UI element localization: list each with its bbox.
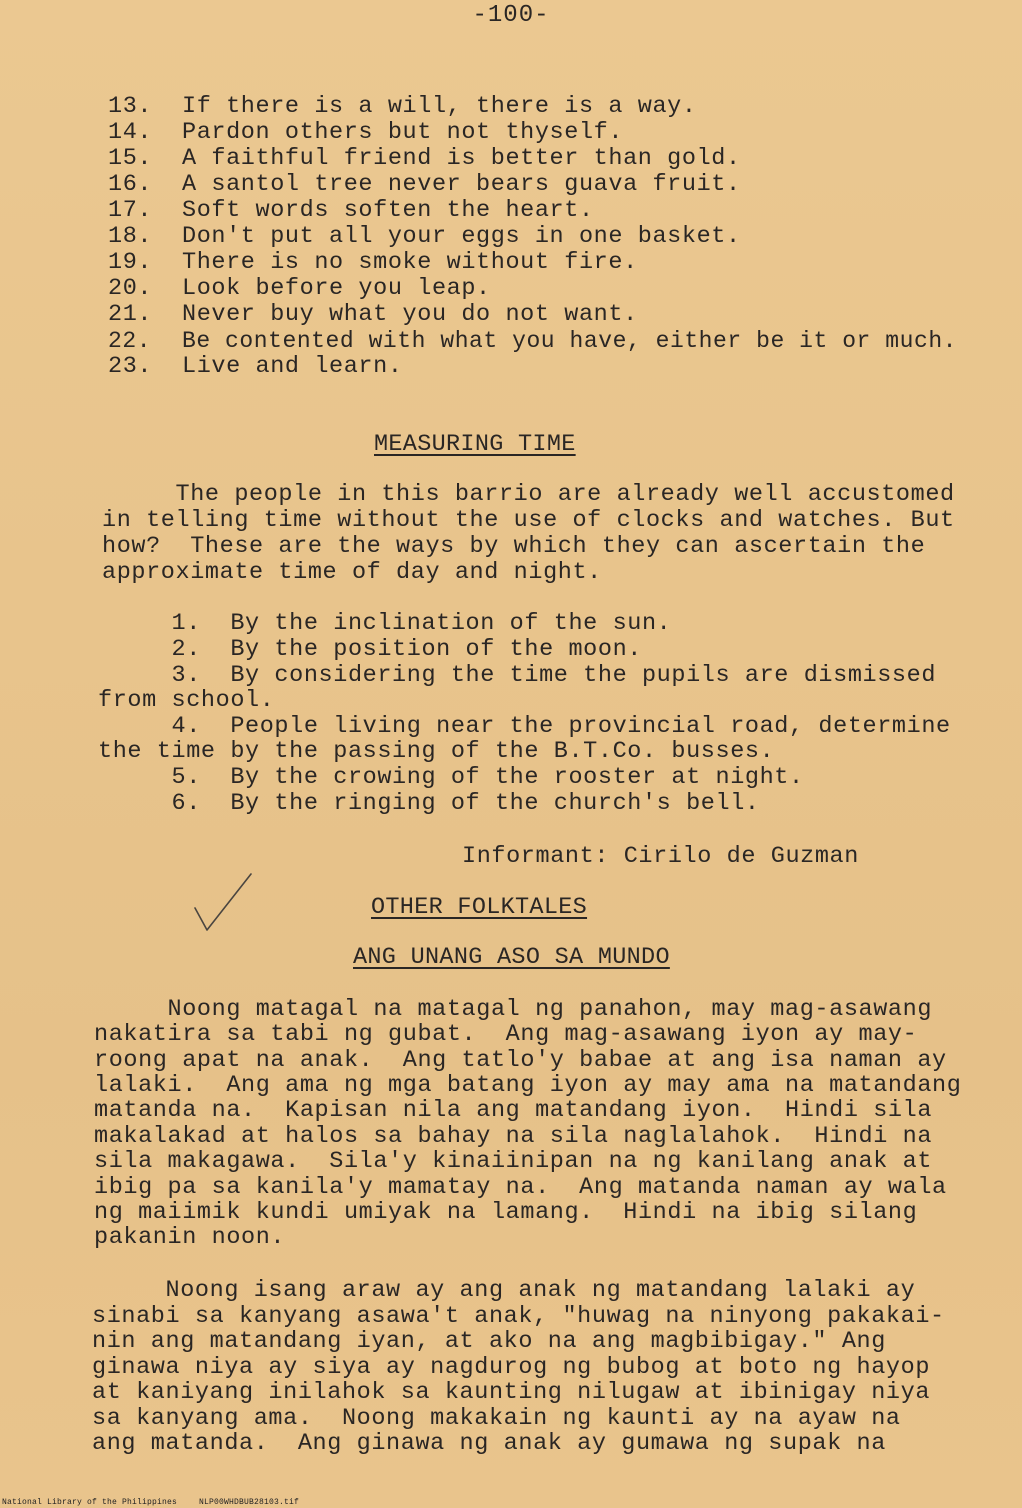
section-heading-measuring-time: MEASURING TIME [374,431,576,458]
list-item: 16. A santol tree never bears guava fruit. [108,171,741,198]
text-line: ng maiimik kundi umiyak na lamang. Hindi na ibig silang [94,1199,918,1226]
story-title: ANG UNANG ASO SA MUNDO [353,944,670,971]
footer-file: NLP00WHDBUB28103.tif [199,1498,300,1507]
text-line: makalakad at halos sa bahay na sila naglalahok. Hindi na [94,1123,933,1150]
text-line: ibig pa sa kanila'y mamatay na. Ang matanda naman ay wala [94,1174,947,1201]
list-item: 3. By considering the time the pupils are dismissed [98,662,937,689]
text-line: Noong matagal na matagal ng panahon, may mag-asawang [94,996,933,1023]
list-item: 23. Live and learn. [108,353,403,380]
text-line: The people in this barrio are already well accustomed [102,481,955,508]
text-line: sa kanyang ama. Noong makakain ng kaunti ay na ayaw na [92,1405,901,1432]
list-item: 15. A faithful friend is better than gold. [108,145,741,172]
informant-credit: Informant: Cirilo de Guzman [462,843,859,870]
list-item: 2. By the position of the moon. [98,636,642,663]
list-item: 4. People living near the provincial road, determine [98,713,951,740]
text-line: approximate time of day and night. [102,559,602,586]
footer-library: National Library of the Philippines [2,1498,178,1507]
text-line: nakatira sa tabi ng gubat. Ang mag-asawang iyon ay may- [94,1021,918,1048]
list-item: 19. There is no smoke without fire. [108,249,638,276]
text-line: at kaniyang inilahok sa kaunting nilugaw at ibinigay niya [92,1379,931,1406]
text-line: sila makagawa. Sila'y kinaiinipan na ng kanilang anak at [94,1148,933,1175]
page-number: -100- [472,2,550,29]
text-line: nin ang matandang iyan, at ako na ang magbibigay." Ang [92,1328,886,1355]
list-item: 21. Never buy what you do not want. [108,301,638,328]
text-line: pakanin noon. [94,1224,286,1251]
check-mark-icon [193,868,263,938]
text-line: lalaki. Ang ama ng mga batang iyon ay may ama na matandang [94,1072,962,1099]
text-line: matanda na. Kapisan nila ang matandang iyon. Hindi sila [94,1097,933,1124]
text-line: Noong isang araw ay ang anak ng matandang lalaki ay [92,1277,916,1304]
text-line: roong apat na anak. Ang tatlo'y babae at ang isa naman ay [94,1047,947,1074]
list-item: 6. By the ringing of the church's bell. [98,790,760,817]
list-item: 5. By the crowing of the rooster at night. [98,764,804,791]
scan-footer [2,1498,321,1507]
list-item: 14. Pardon others but not thyself. [108,119,624,146]
list-item: 20. Look before you leap. [108,275,491,302]
list-item: 13. If there is a will, there is a way. [108,93,697,120]
list-item: 22. Be contented with what you have, either be it or much. [108,328,958,354]
text-line: how? These are the ways by which they can ascertain the [102,533,926,560]
section-heading-other-folktales: OTHER FOLKTALES [371,894,588,921]
text-line: in telling time without the use of clocks and watches. But [102,507,955,534]
list-item: the time by the passing of the B.T.Co. busses. [98,738,775,765]
list-item: 18. Don't put all your eggs in one basket. [108,223,741,250]
text-line: ang matanda. Ang ginawa ng anak ay gumawa ng supak na [92,1430,886,1457]
list-item: from school. [98,687,275,714]
text-line: sinabi sa kanyang asawa't anak, "huwag na ninyong pakakai- [92,1303,945,1330]
list-item: 1. By the inclination of the sun. [98,610,672,637]
text-line: ginawa niya ay siya ay nagdurog ng bubog at boto ng hayop [92,1354,931,1381]
list-item: 17. Soft words soften the heart. [108,197,594,224]
